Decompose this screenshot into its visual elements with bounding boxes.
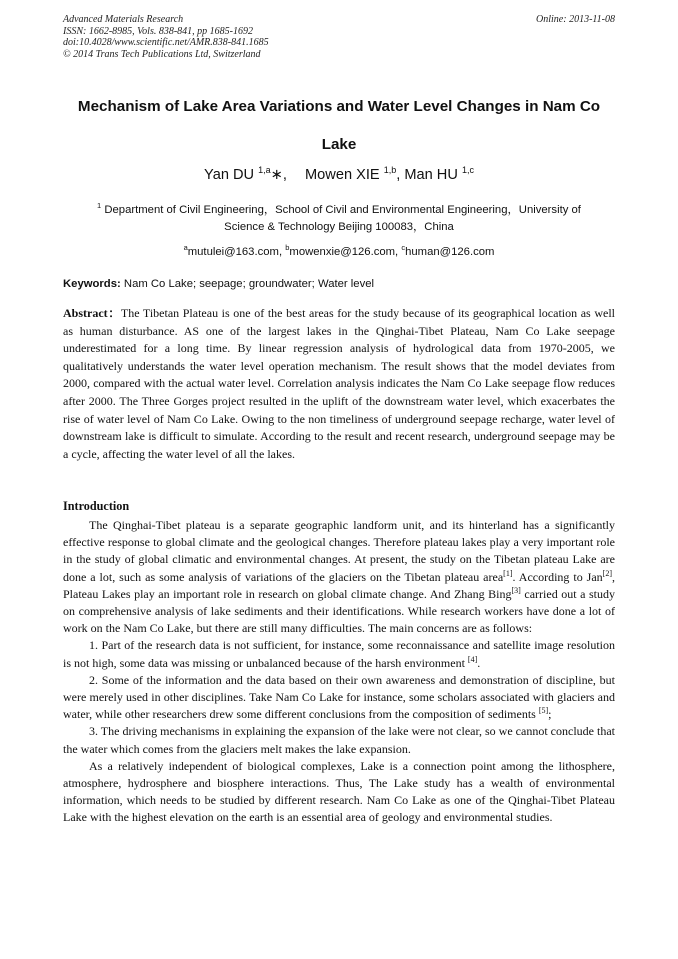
intro-list-item-2: 2. Some of the information and the data based on their own awareness and demonstration of discipline, but were merely used in other disciplines. Take Nam Co Lake for instance, some scholars associated with glaciers and water, while other researchers drew some different conclusions from the composition of sediments [5]; (63, 672, 615, 722)
citation[interactable]: [1] (503, 568, 513, 578)
abstract (63, 305, 615, 463)
citation[interactable]: [4] (467, 654, 478, 664)
paper-title (58, 88, 620, 164)
email-address[interactable]: mutulei@163.com, (187, 246, 283, 258)
keywords-label: Keywords: (63, 278, 121, 290)
author-name: Yan DU (204, 167, 255, 183)
keywords-text: Nam Co Lake; seepage; groundwater; Water level (123, 278, 375, 290)
online-date: Online: 2013-11-08 (536, 14, 615, 25)
section-heading-introduction: Introduction (63, 499, 130, 513)
doi-line[interactable]: doi:10.4028/www.scientific.net/AMR.838-841.1685 (63, 37, 269, 49)
intro-paragraph-1: The Qinghai-Tibet plateau is a separate geographic landform unit, and its hinterland has a significantly effective response to global climate and the geological changes. Therefore plateau lakes play a very important role in the study of global climatic and environmental changes. At present, the study on the Tibetan plateau Lake are done a lot, such as some analysis of variations of the glaciers on the Tibetan plateau area[1]. According to Jan[2], Plateau Lakes play an important role in research on global climate change. And Zhang Bing[3] carried out a study on comprehensive analysis of lake sediments and their identifications. While research workers have done a lot of work on the Nam Co Lake, but there are still many difficulties. The main concerns are as follows: (63, 518, 615, 636)
email-address[interactable]: human@126.com (405, 246, 495, 258)
abstract-label: Abstract： (63, 306, 121, 320)
email-mark: b (285, 243, 290, 253)
affil-line-1: Department of Civil Engineering，School of Civil and Environmental Engineering，University of (104, 204, 581, 216)
intro-list-item-3: 3. The driving mechanisms in explaining the expansion of the lake were not clear, so we cannot conclude that the water which comes from the glaciers melt makes the lake expansion. (63, 724, 615, 756)
author-separator: , (396, 167, 401, 183)
author-affil-mark: 1,b (383, 165, 397, 176)
intro-list-item-1: 1. Part of the research data is not sufficient, for instance, some reconnaissance and satellite image resolution is not high, some data was missing or unbalanced because of the harsh environment [4]. (63, 638, 615, 670)
affiliation (64, 202, 614, 235)
affil-line-2: Science & Technology Beijing 100083，China (224, 220, 454, 233)
abstract-text: The Tibetan Plateau is one of the best areas for the study because of its geographical location as well as human disturbance. AS one of the largest lakes in the Qinghai-Tibet Plateau, Nam Co Lake seepage underestimated for a long time. By linear regression analysis of hydrological data from 1970-2005, we qualitatively understands the water level operation mechanism. The result shows that the model deviates from 2000, compared with the actual water level. Correlation analysis indicates the Nam Co Lake seepage flow reduces after 2000. The Three Gorges project resulted in the uplift of the downstream water level, which exacerbates the rise of water level of Nam Co Lake. Owing to the non timeliness of underground seepage recharge, water level of downstream lake is difficult to simulate. According to the result and recent research, underground seepage may be a cycle, affecting the water level of all the lakes. (63, 306, 615, 461)
keywords (63, 276, 615, 292)
corresponding-mark: ∗, (270, 167, 287, 183)
issn-line: ISSN: 1662-8985, Vols. 838-841, pp 1685-1692 (63, 25, 253, 37)
author-affil-mark: 1,c (461, 165, 474, 176)
author-name: Man HU (404, 167, 458, 183)
copyright-line: © 2014 Trans Tech Publications Ltd, Switzerland (63, 48, 261, 60)
affil-mark: 1 (97, 201, 102, 211)
email-mark: a (183, 243, 188, 253)
email-mark: c (401, 243, 406, 253)
journal-name: Advanced Materials Research (63, 14, 184, 25)
citation[interactable]: [2] (602, 568, 612, 578)
email-list (64, 244, 614, 260)
title-line-1: Mechanism of Lake Area Variations and Water Level Changes in Nam Co (77, 98, 601, 115)
citation[interactable]: [3] (511, 585, 521, 595)
author-list (60, 165, 618, 185)
author-affil-mark: 1,a (258, 165, 271, 176)
title-line-2: Lake (321, 136, 357, 153)
intro-paragraph-2: As a relatively independent of biological complexes, Lake is a connection point among the lithosphere, atmosphere, hydrosphere and biosphere interactions. Thus, The Lake study has a wealth of environmental information, which needs to be studied by different research. Nam Co Lake as one of the Qinghai-Tibet Plateau Lake with the highest elevation on the earth is an essential area of geology and environmental studies. (63, 758, 615, 825)
introduction-body (63, 517, 615, 827)
journal-header (63, 14, 615, 60)
citation[interactable]: [5] (538, 706, 549, 716)
email-address[interactable]: mowenxie@126.com, (289, 246, 399, 258)
author-name: Mowen XIE (305, 167, 380, 183)
